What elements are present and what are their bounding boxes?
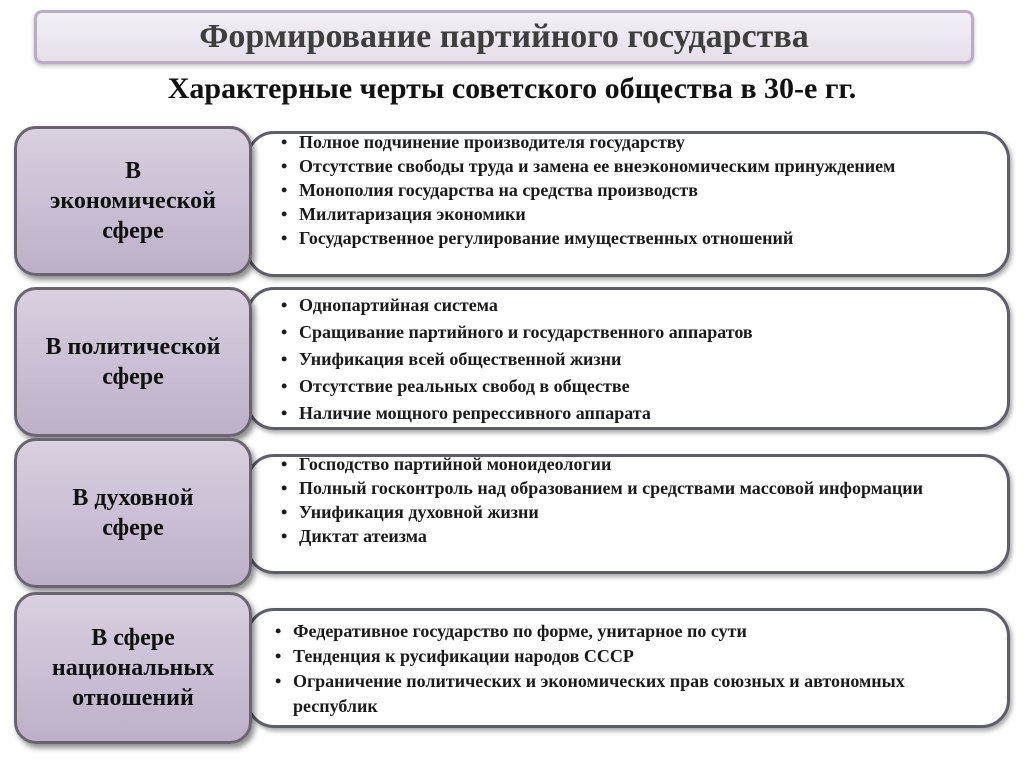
national-items-list: [271, 619, 981, 719]
spiritual-items-box: [246, 454, 1010, 574]
list-item: • Сращивание партийного и государственного аппаратов: [277, 319, 977, 346]
sphere-economic-label: [50, 156, 216, 246]
title-box: [34, 10, 974, 64]
sphere-label-line: В политической: [45, 334, 221, 360]
list-item: • Диктат атеизма: [277, 524, 977, 548]
list-item: • Тенденция к русификации народов СССР: [271, 644, 981, 669]
list-item: • Федеративное государство по форме, унитарное по сути: [271, 619, 981, 644]
sphere-label-line: сфере: [102, 515, 164, 541]
sphere-label-line: сфере: [102, 218, 164, 244]
list-item: • Господство партийной моноидеологии: [277, 452, 977, 476]
list-item: • Унификация всей общественной жизни: [277, 346, 977, 373]
slide-title: Формирование партийного государства: [199, 18, 809, 55]
list-item: • Однопартийная система: [277, 292, 977, 319]
sphere-spiritual-label: [72, 483, 193, 543]
list-item: • Ограничение политических и экономических прав союзных и автономных республик: [271, 669, 981, 719]
sphere-label-line: экономической: [50, 188, 216, 214]
sphere-spiritual: [14, 438, 252, 588]
national-items-box: [246, 608, 1010, 728]
sphere-label-line: национальных: [51, 655, 215, 681]
list-item: • Полный госконтроль над образованием и средствами массовой информации: [277, 476, 977, 500]
economic-items-list: [277, 130, 977, 250]
sphere-national-label: [52, 623, 214, 713]
sphere-label-line: В: [124, 158, 141, 184]
list-item: • Унификация духовной жизни: [277, 500, 977, 524]
political-items-box: [246, 287, 1010, 430]
slide-subtitle: Характерные черты советского общества в 30-е гг.: [167, 72, 857, 105]
sphere-economic: [14, 126, 252, 276]
spiritual-items-list: [277, 452, 977, 548]
political-items-list: [277, 292, 977, 427]
sphere-label-line: отношений: [72, 685, 194, 711]
sphere-label-line: сфере: [102, 364, 164, 390]
list-item: • Наличие мощного репрессивного аппарата: [277, 400, 977, 427]
list-item: • Милитаризация экономики: [277, 202, 977, 226]
list-item: • Государственное регулирование имущественных отношений: [277, 226, 977, 250]
sphere-political-label: [46, 332, 221, 392]
sphere-political: [14, 287, 252, 437]
list-item: • Полное подчинение производителя государству: [277, 130, 977, 154]
sphere-national: [14, 592, 252, 744]
list-item: • Отсутствие реальных свобод в обществе: [277, 373, 977, 400]
economic-items-box: [246, 131, 1010, 277]
sphere-label-line: В духовной: [72, 485, 194, 511]
sphere-label-line: В сфере: [91, 625, 175, 651]
list-item: • Отсутствие свободы труда и замена ее внеэкономическим принуждением: [277, 154, 977, 178]
list-item: • Монополия государства на средства производств: [277, 178, 977, 202]
